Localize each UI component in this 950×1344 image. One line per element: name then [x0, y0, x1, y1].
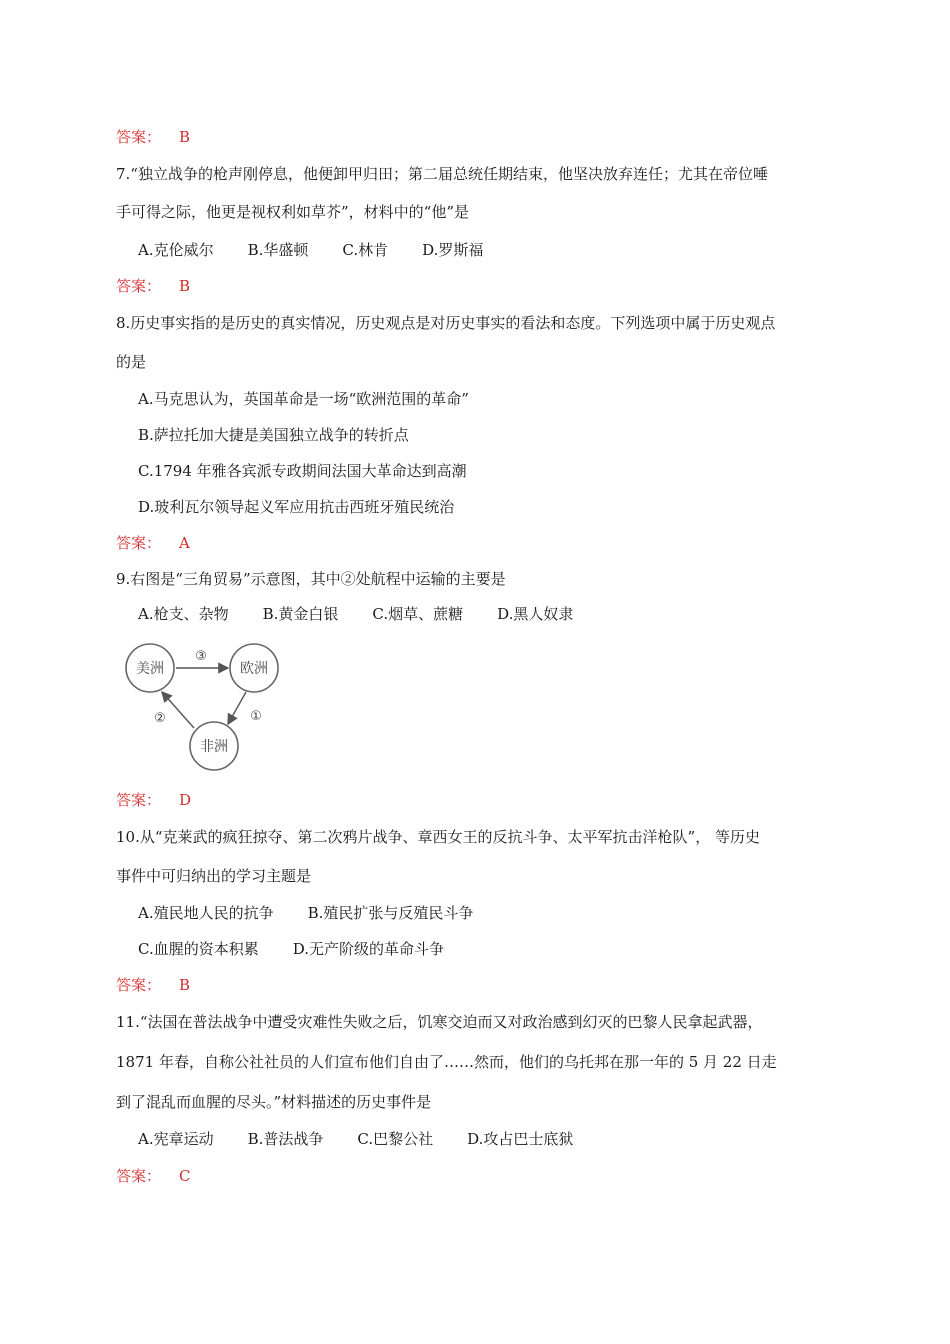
q10-answer: [116, 975, 190, 995]
option-c: C.林肯: [342, 241, 389, 259]
answer-value: D: [179, 791, 192, 809]
arrow-label-2: ②: [154, 711, 166, 726]
option-d: D.无产阶级的革命斗争: [292, 940, 444, 958]
arrow-label-3: ③: [195, 649, 207, 664]
answer-value: B: [179, 128, 191, 146]
option-b: B.普法战争: [247, 1130, 324, 1148]
answer-value: B: [179, 976, 191, 994]
answer-label: 答案：: [116, 791, 162, 809]
answer-label: 答案：: [116, 976, 162, 994]
q7-options: [138, 240, 483, 260]
q7-stem-line1: 7.“独立战争的枪声刚停息，他便卸甲归田；第二届总统任期结束，他坚决放弃连任；尤其在帝位唾: [116, 165, 768, 183]
q6-answer: [116, 127, 190, 147]
q11-stem-line2: 1871 年春，自称公社社员的人们宣布他们自由了……然而，他们的乌托邦在那一年的 5 月 22 日走: [116, 1053, 777, 1071]
option-b: B.殖民扩张与反殖民斗争: [307, 904, 474, 922]
node-americas-label: 美洲: [136, 661, 164, 677]
triangle-trade-diagram: [118, 636, 288, 782]
arrow-label-1: ①: [250, 709, 262, 724]
q11-stem-line3: 到了混乱而血腥的尽头。”材料描述的历史事件是: [116, 1093, 432, 1111]
q10-stem-line1: 10.从“克莱武的疯狂掠夺、第二次鸦片战争、章西女王的反抗斗争、太平军抗击洋枪队”， 等历史: [116, 828, 760, 846]
option-d: D.攻占巴士底狱: [467, 1130, 574, 1148]
q11-answer: [116, 1166, 191, 1186]
option-b: B.黄金白银: [262, 605, 339, 623]
answer-label: 答案：: [116, 534, 162, 552]
node-africa-label: 非洲: [200, 739, 228, 755]
arrow-europe-to-africa: [228, 692, 246, 724]
q8-stem-line2: 的是: [116, 353, 147, 371]
option-a: A.宪章运动: [138, 1130, 214, 1148]
q10-options-row1: [138, 903, 473, 923]
option-b: B.华盛顿: [247, 241, 309, 259]
q8-option-a: A.马克思认为，英国革命是一场“欧洲范围的革命”: [138, 390, 469, 408]
answer-label: 答案：: [116, 128, 162, 146]
answer-value: B: [179, 277, 191, 295]
answer-label: 答案：: [116, 1167, 162, 1185]
q10-stem-line2: 事件中可归纳出的学习主题是: [116, 867, 312, 885]
q11-stem-line1: 11.“法国在普法战争中遭受灾难性失败之后，饥寒交迫而又对政治感到幻灭的巴黎人民拿起武器，: [116, 1013, 763, 1031]
option-a: A.克伦威尔: [138, 241, 214, 259]
option-c: C.血腥的资本积累: [138, 940, 259, 958]
arrow-africa-to-americas: [162, 692, 194, 728]
q11-options: [138, 1129, 573, 1149]
answer-label: 答案：: [116, 277, 162, 295]
q9-answer: [116, 790, 191, 810]
option-c: C.巴黎公社: [357, 1130, 434, 1148]
q8-option-d: D.玻利瓦尔领导起义军应用抗击西班牙殖民统治: [138, 498, 455, 516]
q10-options-row2: [138, 939, 444, 959]
answer-value: C: [179, 1167, 191, 1185]
q8-option-b: B.萨拉托加大捷是美国独立战争的转折点: [138, 426, 409, 444]
q7-answer: [116, 276, 190, 296]
option-a: A.枪支、杂物: [138, 605, 229, 623]
q9-options: [138, 604, 573, 624]
option-a: A.殖民地人民的抗争: [138, 904, 274, 922]
option-d: D.罗斯福: [422, 241, 484, 259]
option-d: D.黑人奴隶: [497, 605, 574, 623]
q8-stem-line1: 8.历史事实指的是历史的真实情况，历史观点是对历史事实的看法和态度。下列选项中属于历史观点: [116, 314, 776, 332]
option-c: C.烟草、蔗糖: [372, 605, 464, 623]
node-europe-label: 欧洲: [240, 661, 268, 677]
q8-answer: [116, 533, 190, 553]
answer-value: A: [179, 534, 190, 552]
q9-stem-line1: 9.右图是“三角贸易”示意图，其中②处航程中运输的主要是: [116, 570, 506, 588]
q8-option-c: C.1794 年雅各宾派专政期间法国大革命达到高潮: [138, 462, 467, 480]
q7-stem-line2: 手可得之际，他更是视权利如草芥”，材料中的“他”是: [116, 203, 470, 221]
